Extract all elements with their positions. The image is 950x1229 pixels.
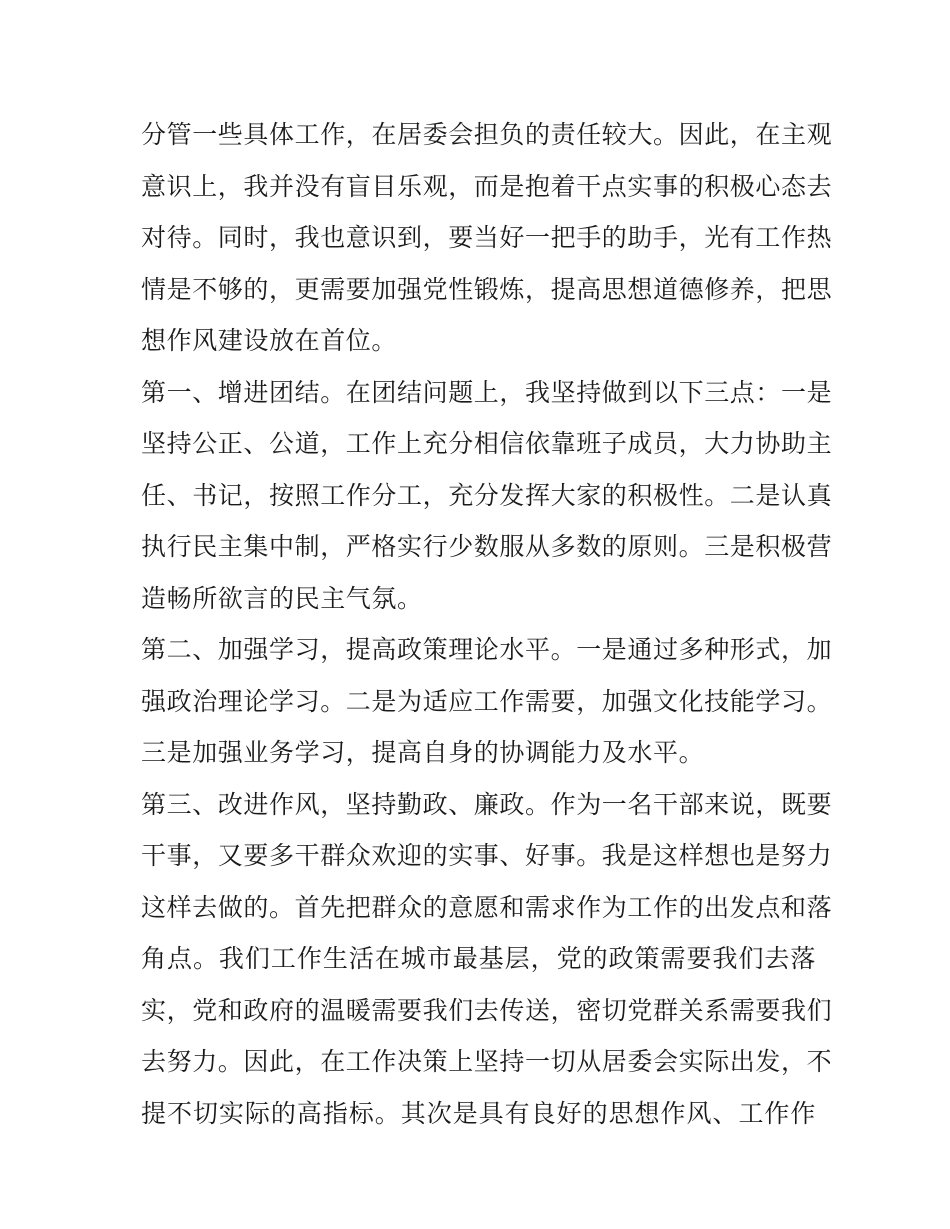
text-line: 三是加强业务学习，提高自身的协调能力及水平。	[141, 738, 705, 767]
text-line: 想作风建设放在首位。	[141, 326, 398, 355]
text-line: 这样去做的。首先把群众的意愿和需求作为工作的出发点和落	[141, 892, 833, 922]
text-line: 对待。同时，我也意识到，要当好一把手的助手，光有工作热	[141, 223, 833, 252]
text-line: 提不切实际的高指标。其次是具有良好的思想作风、工作作	[141, 1098, 816, 1128]
text-line: 实，党和政府的温暖需要我们去传送，密切党群关系需要我们	[141, 995, 833, 1025]
text-line: 分管一些具体工作，在居委会担负的责任较大。因此，在主观	[141, 120, 833, 149]
text-line: 干事，又要多干群众欢迎的实事、好事。我是这样想也是努力	[141, 841, 833, 870]
text-line: 第一、增进团结。在团结问题上，我坚持做到以下三点：一是	[141, 377, 833, 407]
text-line: 造畅所欲言的民主气氛。	[141, 583, 423, 613]
text-line: 情是不够的，更需要加强党性锻炼，提高思想道德修养，把思	[141, 274, 833, 304]
text-line: 强政治理论学习。二是为适应工作需要，加强文化技能学习。	[141, 686, 833, 716]
text-line: 角点。我们工作生活在城市最基层，党的政策需要我们去落	[141, 944, 816, 973]
text-line: 坚持公正、公道，工作上充分相信依靠班子成员，大力协助主	[141, 429, 833, 458]
text-line: 去努力。因此，在工作决策上坚持一切从居委会实际出发，不	[141, 1047, 833, 1076]
text-line: 任、书记，按照工作分工，充分发挥大家的积极性。二是认真	[141, 480, 833, 510]
text-line: 意识上，我并没有盲目乐观，而是抱着干点实事的积极心态去	[141, 171, 833, 201]
text-line: 第二、加强学习，提高政策理论水平。一是通过多种形式，加	[141, 635, 833, 664]
text-line: 执行民主集中制，严格实行少数服从多数的原则。三是积极营	[141, 532, 833, 561]
text-line: 第三、改进作风，坚持勤政、廉政。作为一名干部来说，既要	[141, 789, 833, 819]
body-text	[141, 109, 833, 1139]
